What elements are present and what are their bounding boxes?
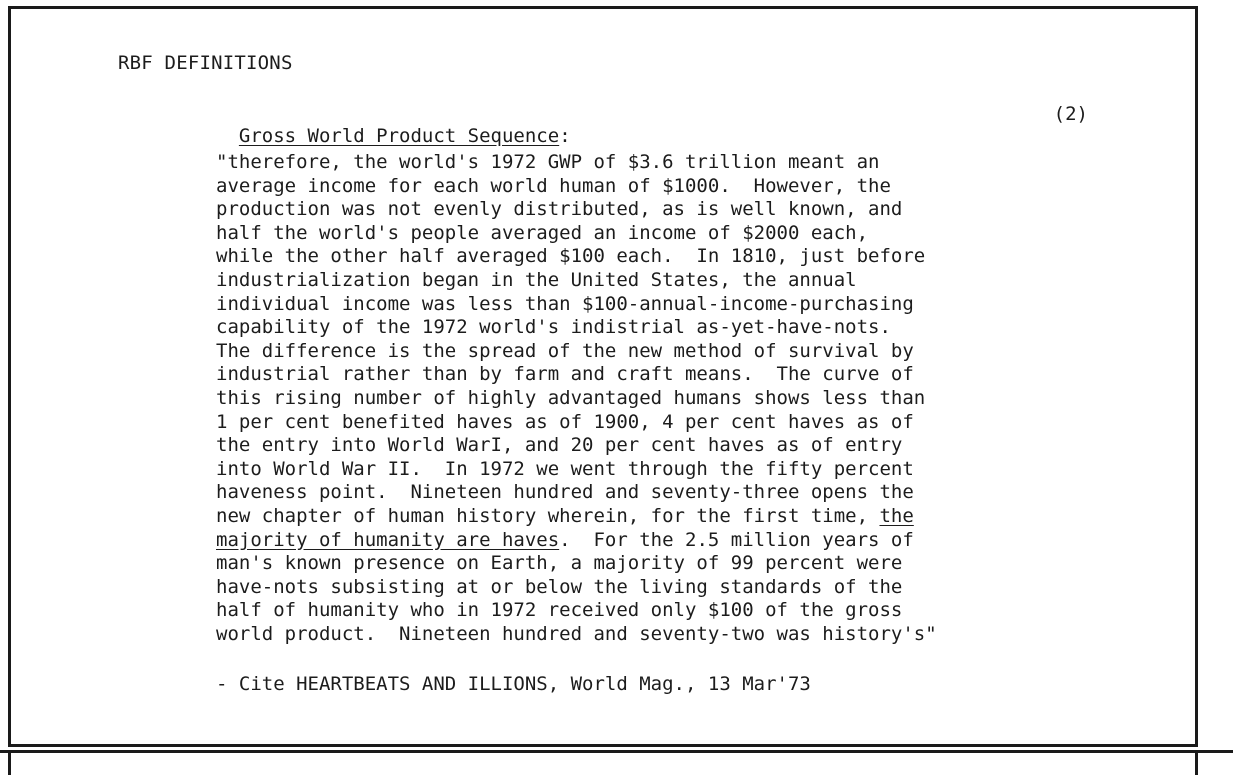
quote-line: this rising number of highly advantaged humans shows less than [216, 386, 926, 409]
quote-body [216, 151, 1096, 646]
citation: - Cite HEARTBEATS AND ILLIONS, World Mag., 13 Mar'73 [216, 673, 811, 695]
page-number: (2) [1053, 103, 1088, 125]
quote-line: into World War II. In 1972 we went through the fifty percent [216, 457, 914, 480]
left-border-tick [8, 750, 11, 775]
quote-line: average income for each world human of $1000. However, the [216, 174, 891, 197]
quote-line: individual income was less than $100-annual-income-purchasing [216, 292, 914, 315]
quote-line: majority of humanity are haves. For the 2.5 million years of [216, 528, 914, 551]
quote-line: half of humanity who in 1972 received only $100 of the gross [216, 599, 903, 622]
subtitle-colon: : [559, 125, 571, 147]
quote-line: industrialization began in the United States, the annual [216, 268, 857, 291]
quote-line: have-nots subsisting at or below the living standards of the [216, 575, 903, 598]
quote-line: man's known presence on Earth, a majority of 99 percent were [216, 552, 903, 575]
underlined-phrase: the [879, 504, 914, 527]
quote-line: new chapter of human history wherein, for the first time, the [216, 504, 914, 527]
quote-line: half the world's people averaged an income of $2000 each, [216, 221, 869, 244]
bottom-rule [0, 750, 1233, 753]
right-border-tick [1195, 750, 1198, 775]
quote-line: 1 per cent benefited haves as of 1900, 4 per cent haves as of [216, 410, 914, 433]
quote-line: while the other half averaged $100 each. In 1810, just before [216, 245, 926, 268]
quote-line: industrial rather than by farm and craft means. The curve of [216, 363, 914, 386]
subtitle: Gross World Product Sequence [238, 125, 560, 147]
quote-line: production was not evenly distributed, as is well known, and [216, 198, 903, 221]
quote-line: haveness point. Nineteen hundred and seventy-three opens the [216, 481, 914, 504]
document-header: RBF DEFINITIONS [118, 52, 293, 74]
quote-line: The difference is the spread of the new method of survival by [216, 339, 914, 362]
quote-line: "therefore, the world's 1972 GWP of $3.6 trillion meant an [216, 151, 880, 173]
quote-line: the entry into World WarI, and 20 per cent haves as of entry [216, 434, 903, 457]
underlined-phrase: majority of humanity are haves [216, 528, 560, 551]
quote-line: world product. Nineteen hundred and seventy-two was history's" [216, 622, 937, 645]
quote-line: capability of the 1972 world's indistrial as-yet-have-nots. [216, 316, 891, 339]
